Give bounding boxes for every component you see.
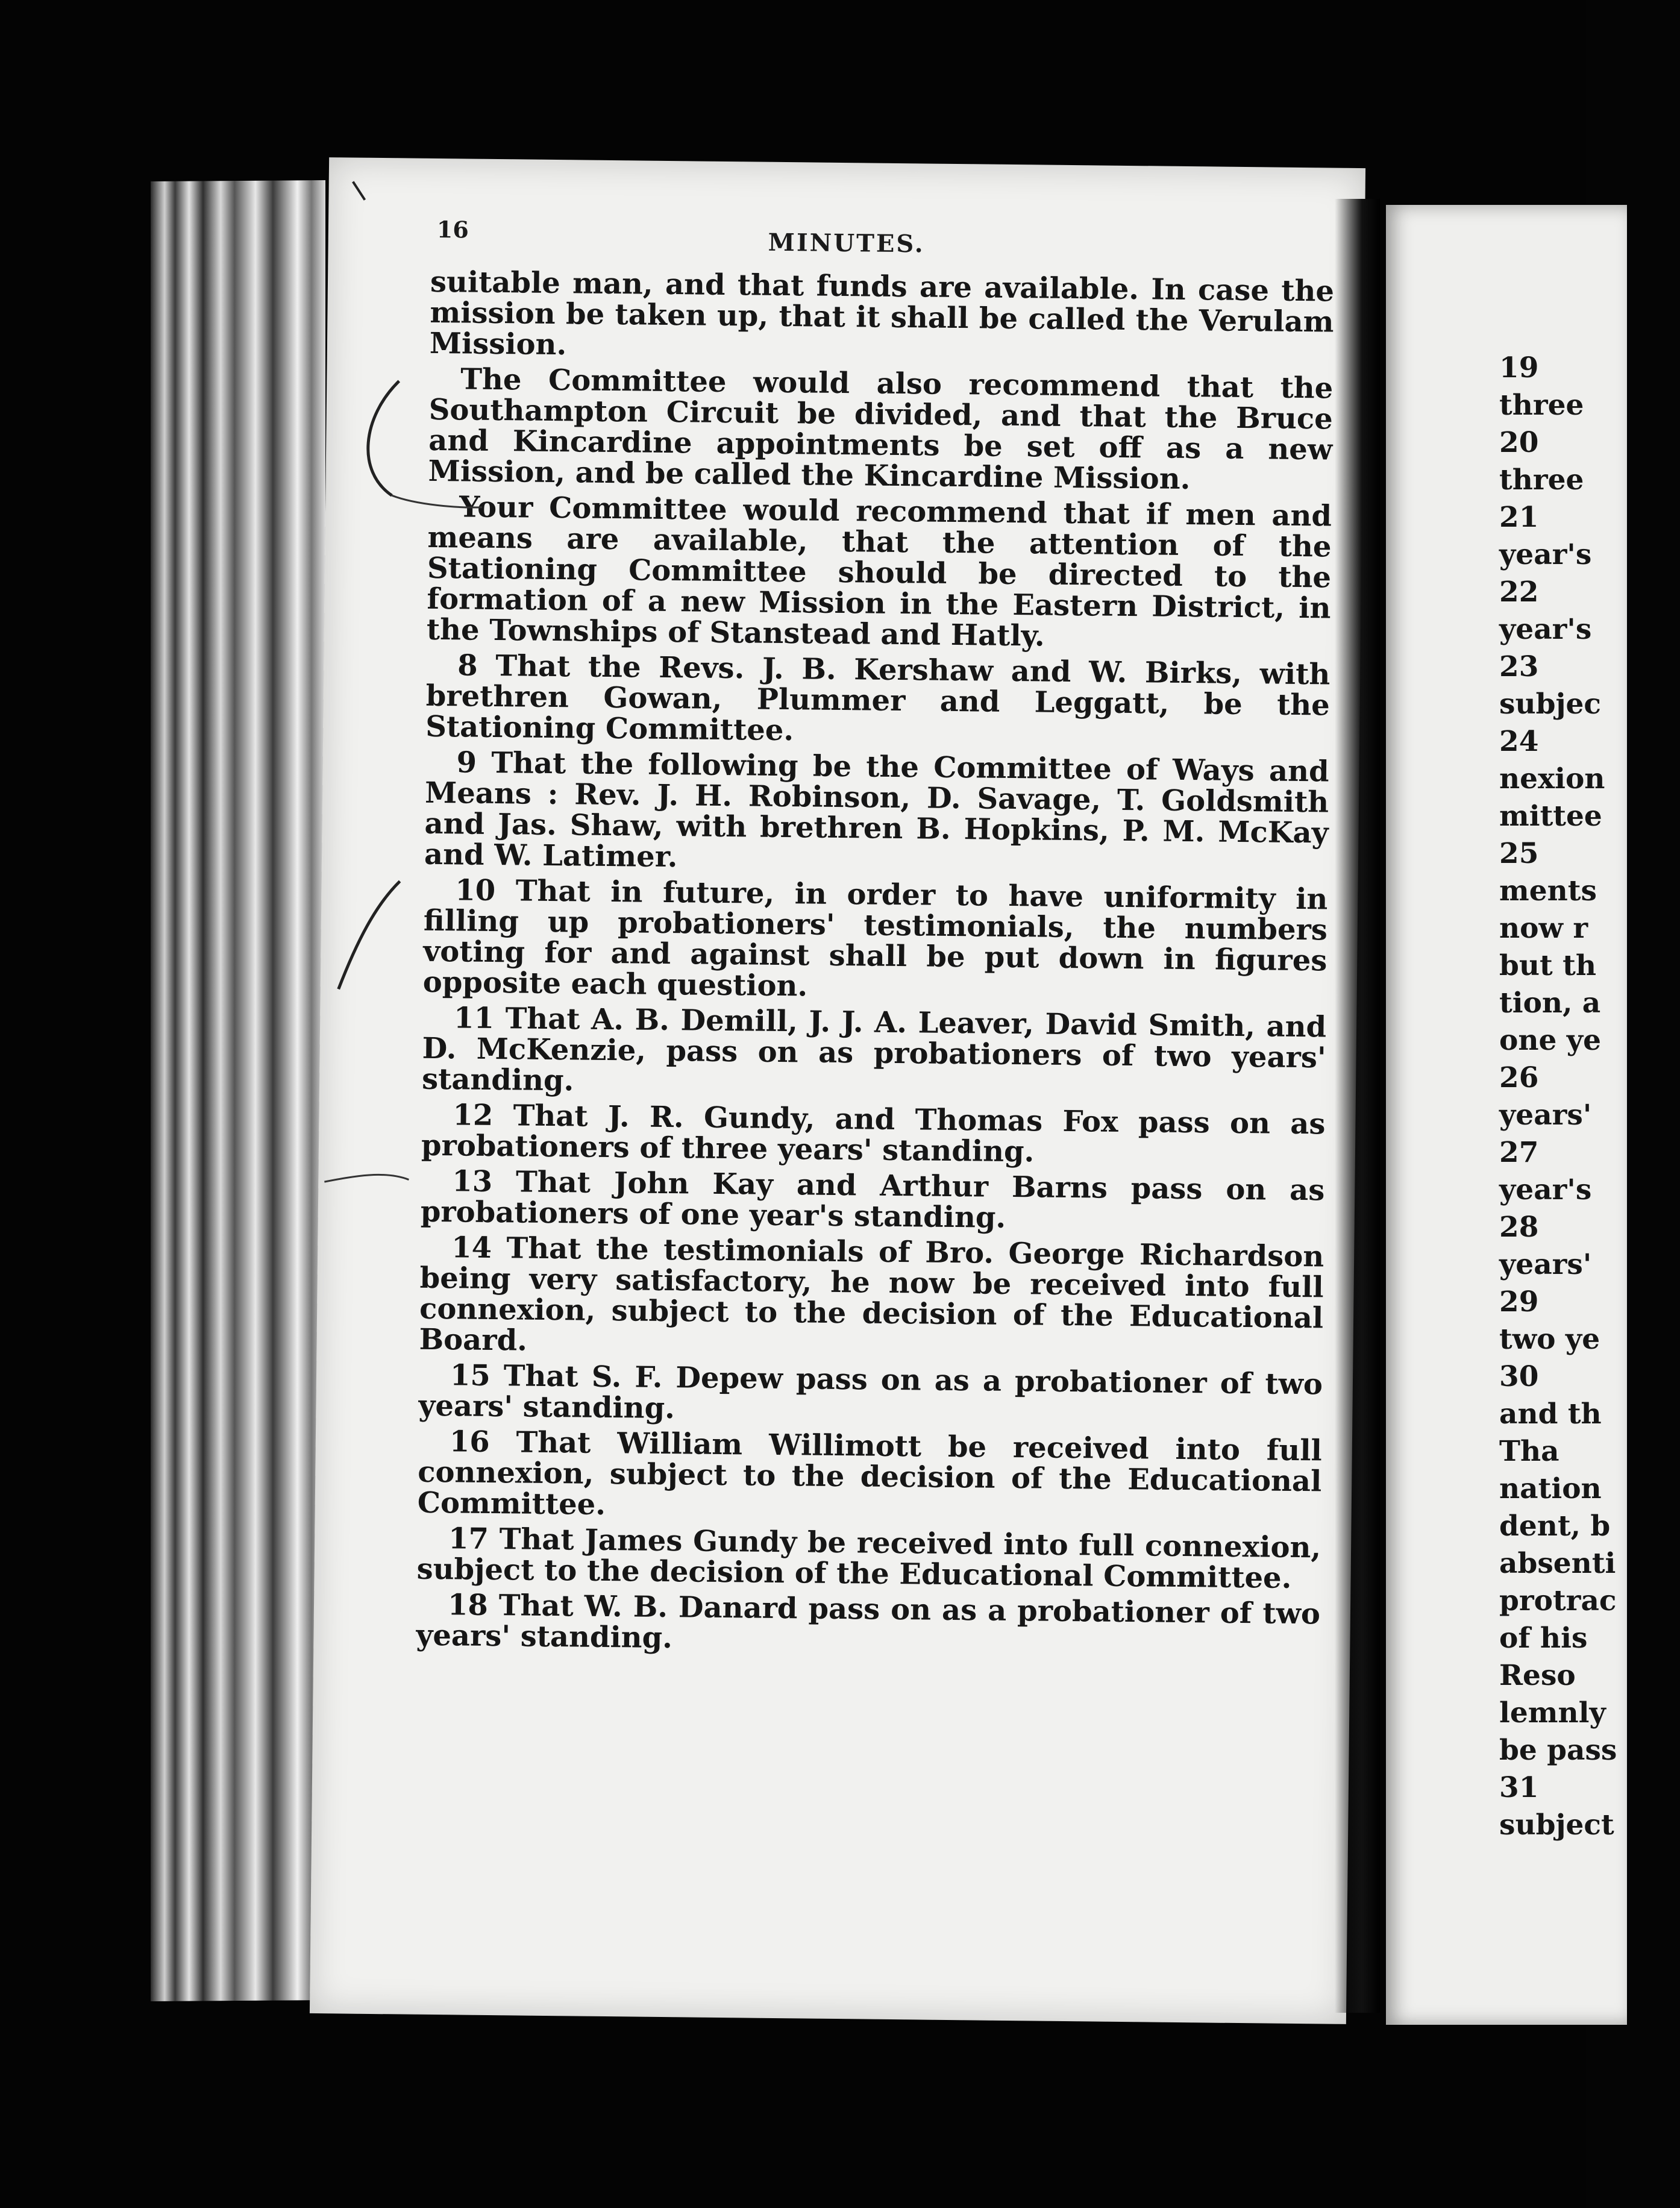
line: three: [1499, 389, 1584, 422]
line: three: [1499, 463, 1584, 497]
line: 31: [1499, 1771, 1539, 1804]
line: 20: [1499, 426, 1539, 459]
gutter-shadow: [1335, 199, 1380, 2013]
line: years': [1499, 1099, 1592, 1132]
left-page: [310, 157, 1365, 2024]
paragraph: 11 That A. B. Demill, J. J. A. Leaver, David Smith, and D. McKenzie, pass on as probationers of two years' standing.: [421, 1001, 1327, 1098]
right-page: [1386, 205, 1627, 2025]
line: 29: [1499, 1285, 1539, 1319]
paragraph: 16 That William Willimott be received into full connexion, subject to the decision of the Educational Committee.: [417, 1425, 1323, 1522]
running-head: MINUTES.: [768, 228, 925, 259]
paragraph: 15 That S. F. Depew pass on as a probationer of two years' standing.: [418, 1358, 1323, 1426]
paragraph: 8 That the Revs. J. B. Kershaw and W. Birks, with brethren Gowan, Plummer and Leggatt, be the Stationing Committee.: [425, 648, 1331, 748]
line: tion, a: [1499, 986, 1601, 1020]
line: of his: [1499, 1622, 1588, 1655]
line: 28: [1499, 1211, 1539, 1244]
line: dent, b: [1499, 1510, 1611, 1543]
line: year's: [1499, 613, 1592, 646]
page-body: [416, 267, 1334, 1666]
line: 19: [1499, 351, 1539, 384]
paragraph: 10 That in future, in order to have uniformity in filling up probationers' testimonials, the numbers voting for and against shall be put down in figures opposite each question.: [422, 873, 1328, 1003]
line: be pass: [1499, 1734, 1617, 1767]
tick-mark: [353, 181, 365, 199]
right-page-text: [1499, 350, 1680, 1844]
page-edges: [151, 180, 325, 2001]
line: 26: [1499, 1061, 1539, 1094]
paragraph: 12 That J. R. Gundy, and Thomas Fox pass on as probationers of three years' standing.: [421, 1098, 1326, 1169]
paragraph: 18 That W. B. Danard pass on as a probationer of two years' standing.: [416, 1588, 1321, 1655]
stroke-mark: [339, 880, 400, 990]
paragraph: Your Committee would recommend that if men and means are available, that the attention of the Stationing Committee should be directed to the formation of a new Mission in the Eastern District, in the Townships of Stanstead and Hatly.: [426, 490, 1332, 653]
line: 22: [1499, 576, 1539, 609]
paragraph: 9 That the following be the Committee of Ways and Means : Rev. J. H. Robinson, D. Savage, T. Goldsmith and Jas. Shaw, with brethren B. Hopkins, P. M. McKay and W. Latimer.: [424, 745, 1329, 874]
line: two ye: [1499, 1323, 1600, 1356]
line: one ye: [1499, 1024, 1601, 1057]
line: 27: [1499, 1136, 1539, 1169]
line: 30: [1499, 1360, 1539, 1393]
line: subjec: [1499, 688, 1602, 721]
paragraph: suitable man, and that funds are available. In case the mission be taken up, that it shall be called the Verulam Mission.: [429, 265, 1335, 362]
line: 21: [1499, 501, 1539, 534]
paragraph: 17 That James Gundy be received into full connexion, subject to the decision of the Educational Committee.: [416, 1522, 1321, 1595]
bracket-mark: [368, 381, 399, 496]
line: but th: [1499, 949, 1596, 982]
page-number: 16: [436, 215, 469, 243]
line: subject: [1499, 1808, 1614, 1842]
line: and th: [1499, 1397, 1602, 1431]
line: years': [1499, 1248, 1592, 1281]
line: lemnly: [1499, 1696, 1606, 1730]
line: nation: [1499, 1472, 1602, 1505]
line: year's: [1499, 1173, 1592, 1206]
line: Reso: [1499, 1659, 1576, 1692]
line: 24: [1499, 725, 1539, 758]
line: ments: [1499, 874, 1597, 908]
line: 25: [1499, 837, 1539, 870]
line: mittee: [1499, 800, 1602, 833]
arrow-mark: [324, 1174, 409, 1182]
paragraph: 14 That the testimonials of Bro. George Richardson being very satisfactory, he now be received into full connexion, subject to the decision of the Educational Board.: [419, 1231, 1324, 1358]
paragraph: The Committee would also recommend that the Southampton Circuit be divided, and that the Bruce and Kincardine appointments be set off as a new Mission, and be called the Kincardine Mission.: [428, 362, 1334, 497]
paragraph: 13 That John Kay and Arthur Barns pass on as probationers of one year's standing.: [420, 1164, 1325, 1235]
line: year's: [1499, 538, 1592, 571]
line: protrac: [1499, 1584, 1617, 1617]
line: 23: [1499, 650, 1539, 683]
line: Tha: [1499, 1435, 1559, 1468]
line: absenti: [1499, 1547, 1616, 1580]
line: nexion: [1499, 762, 1605, 795]
line: now r: [1499, 912, 1588, 945]
